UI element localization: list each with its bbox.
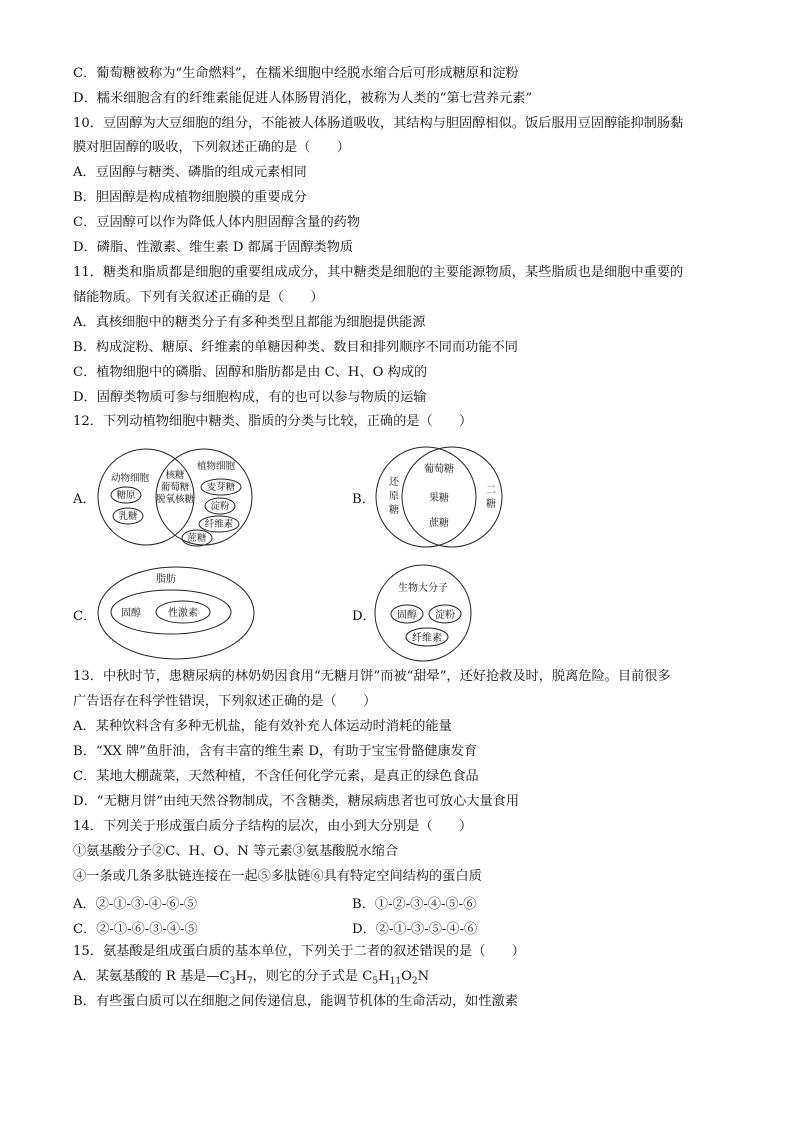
q15-stem: 15．氨基酸是组成蛋白质的基本单位，下列关于二者的叙述错误的是（ ） [73,944,525,959]
q13-option-d: D．“无糖月饼”由纯天然谷物制成，不含糖类，糖尿病患者也可放心大量食用 [73,794,520,809]
sucrose-label: 蔗糖 [187,533,207,544]
sex-hormone-label: 性激素 [168,608,198,619]
deoxyribose-label: 脱氧核糖 [155,494,195,505]
q11-option-b: B．构成淀粉、糖原、纤维素的单糖因种类、数目和排列顺序不同而功能不同 [73,340,518,355]
q15-option-a: A．某氨基酸的 R 基是$—C_3H_7$，则它的分子式是 $C_5H_{11}O_2N$ [73,969,430,987]
reducing-sugar-label: 还原糖 [389,477,399,516]
q10-stem-1: 10．豆固醇为大豆细胞的组分，不能被人体肠道吸收，其结构与胆固醇相似。饭后服用豆固醇能抑制肠黏 [73,116,684,131]
disaccharide-label: 二糖 [486,485,496,510]
lactose-label: 乳糖 [118,511,138,522]
disaccharide-circle [402,447,502,547]
q13-stem-1: 13．中秋时节，患糖尿病的林奶奶因食用“无糖月饼”而被“甜晕”，还好抢救及时，脱离危险。目前很多 [73,669,671,684]
q9-option-d: D．糯米细胞含有的纤维素能促进人体肠胃消化，被称为人类的“第七营养元素” [73,91,533,106]
glucose-label: 葡萄糖 [424,464,454,475]
ribose-label: 核糖 [165,470,185,481]
maltose-label: 麦芽糖 [206,482,236,493]
q11-stem-2: 储能物质。下列有关叙述正确的是（ ） [73,290,324,305]
q13-option-b: B．“XX 牌”鱼肝油，含有丰富的维生素 D，有助于宝宝骨骼健康发育 [73,744,478,759]
q13-option-a: A．某种饮料含有多种无机盐，能有效补充人体运动时消耗的能量 [73,719,452,734]
macromolecule-label: 生物大分子 [398,583,448,594]
q11-option-d: D．固醇类物质可参与细胞构成，有的也可以参与物质的运输 [73,390,427,405]
q14-stem: 14．下列关于形成蛋白质分子结构的层次，由小到大分别是（ ） [73,819,473,834]
q10-option-c: C．豆固醇可以作为降低人体内胆固醇含量的药物 [73,215,361,230]
q14-option-b: B．①-②-③-④-⑤-⑥ [352,897,477,912]
q14-items-1: ①氨基酸分子②C、H、O、N 等元素③氨基酸脱水缩合 [73,844,399,859]
q14-option-c: C．②-①-⑥-③-④-⑤ [73,922,198,937]
q11-option-a: A．真核细胞中的糖类分子有多种类型且都能为细胞提供能源 [73,315,426,330]
q10-option-a: A．豆固醇与糖类、磷脂的组成元素相同 [73,165,307,180]
q14-option-a: A．②-①-③-④-⑥-⑤ [73,897,198,912]
animal-cell-label: 动物细胞 [110,473,150,484]
q12-option-a-letter: A． [73,492,96,507]
sucrose-label: 蔗糖 [429,518,449,529]
venn-diagram-a [96,445,256,549]
q9-option-c: C．葡萄糖被称为“生命燃料”，在糯米细胞中经脱水缩合后可形成糖原和淀粉 [73,66,519,81]
q10-option-b: B．胆固醇是构成植物细胞膜的重要成分 [73,190,307,205]
glycogen-label: 糖原 [116,490,136,501]
fructose-label: 果糖 [429,493,449,504]
q12-stem: 12．下列动植物细胞中糖类、脂质的分类与比较，正确的是（ ） [73,414,473,429]
q13-stem-2: 广告语存在科学性错误，下列叙述正确的是（ ） [73,694,377,709]
nested-diagram-c [96,563,256,663]
q14-option-d: D．②-①-③-⑤-④-⑥ [352,922,478,937]
q15-option-b: B．有些蛋白质可以在细胞之间传递信息，能调节机体的生命活动，如性激素 [73,994,518,1009]
sterol-label: 固醇 [121,608,141,619]
q10-option-d: D．磷脂、性激素、维生素 D 都属于固醇类物质 [73,240,354,255]
q12-option-c-letter: C． [73,609,97,624]
q10-stem-2: 膜对胆固醇的吸收，下列叙述正确的是（ ） [73,140,350,155]
glucose-label: 葡萄糖 [160,482,190,493]
q12-option-b-letter: B． [352,492,375,507]
fat-label: 脂肪 [156,574,176,585]
q11-stem-1: 11．糖类和脂质都是细胞的重要组成成分，其中糖类是细胞的主要能源物质，某些脂质也是细胞中重要的 [73,265,684,280]
q14-items-2: ④一条或几条多肽链连接在一起⑤多肽链⑥具有特定空间结构的蛋白质 [73,869,482,884]
q11-option-c: C．植物细胞中的磷脂、固醇和脂肪都是由 C、H、O 构成的 [73,365,428,380]
starch-label: 淀粉 [210,501,230,512]
q13-option-c: C．某地大棚蔬菜，天然种植，不含任何化学元素，是真正的绿色食品 [73,769,479,784]
cellulose-label: 纤维素 [412,633,442,644]
venn-diagram-b [374,445,504,549]
nested-diagram-d [371,563,475,663]
q12-option-d-letter: D． [352,609,376,624]
cellulose-label: 纤维素 [204,519,234,530]
sterol-label: 固醇 [397,610,417,621]
plant-cell-label: 植物细胞 [196,461,236,472]
starch-label: 淀粉 [435,610,455,621]
